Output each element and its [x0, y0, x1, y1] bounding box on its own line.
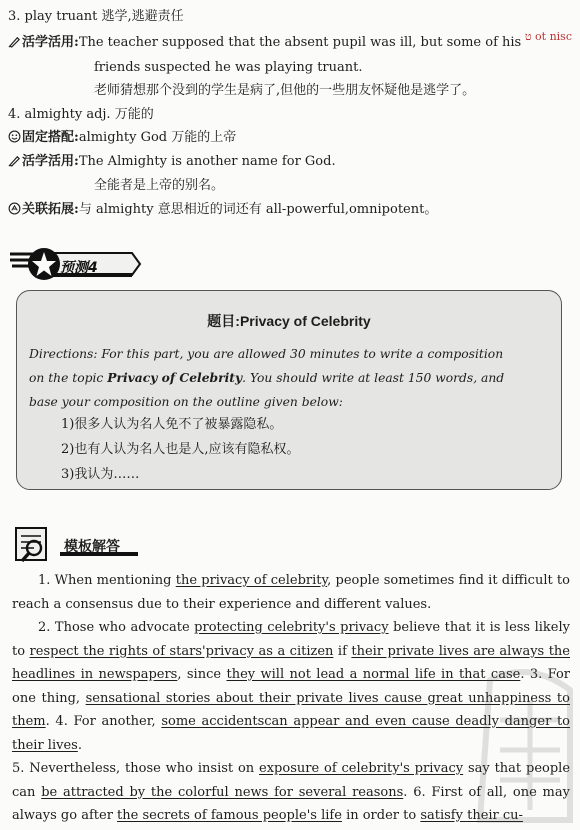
- usage-translation: 全能者是上帝的别名。: [94, 178, 225, 193]
- topic-box: [16, 290, 562, 490]
- outline-item: 3)我认为……: [61, 467, 140, 482]
- essay-paragraph-3: 5. Nevertheless, those who insist on exposure of celebrity's privacy say that people can be attracted by the colorful news for several reasons. 6. First of all, one may always go after the secrets of famous people's life in order to satisfy their cu-: [12, 761, 571, 823]
- usage-translation: 老师猜想那个没到的学生是病了,但他的一些朋友怀疑他是逃学了。: [94, 83, 476, 98]
- essay-paragraph-1: 1. When mentioning the privacy of celebrity, people sometimes find it difficult to reach a consensus due to their experience and different values.: [12, 573, 570, 612]
- usage-label: 活学活用:: [22, 35, 79, 50]
- key-phrase: protecting celebrity's privacy: [194, 620, 389, 635]
- outline-item: 2)也有人认为名人也是人,应该有隐私权。: [61, 442, 300, 457]
- fixed-label: 固定搭配:: [22, 130, 79, 145]
- key-phrase: respect the rights of stars'privacy as a citizen: [29, 643, 334, 659]
- key-phrase: be attracted by the colorful news for several reasons: [41, 784, 404, 800]
- vocab-item-3-usage: [8, 34, 521, 52]
- corner-text: ט ot nisc: [524, 30, 572, 43]
- usage-label: 活学活用:: [22, 154, 79, 169]
- vocab-item-4-usage: [8, 153, 336, 171]
- forecast-label: 预测4: [60, 260, 98, 276]
- key-phrase: their private lives are always the headlines in newspapers: [12, 643, 571, 682]
- key-phrase: the privacy of celebrity: [175, 573, 328, 588]
- key-phrase: satisfy their cu-: [420, 808, 523, 823]
- key-phrase: some accidentscan appear and even cause deadly danger to their lives: [12, 714, 570, 753]
- key-phrase: the secrets of famous people's life: [117, 808, 342, 823]
- usage-sentence: The Almighty is another name for God.: [78, 154, 336, 169]
- key-phrase: exposure of celebrity's privacy: [259, 761, 464, 776]
- essay-paragraph-2: 2. Those who advocate protecting celebrity's privacy believe that it is less likely to respect the rights of stars'privacy as a citizen if their private lives are always the headlines in newspapers, since they will not lead a normal life in that case. 3. For one thing, sensational stories about their private lives cause great unhappiness to them. 4. For another, some accidentscan appear and even cause deadly danger to their lives.: [12, 620, 571, 753]
- directions-line-1: Directions: For this part, you are allowed 30 minutes to write a composition: [29, 347, 504, 361]
- vocab-item-4-heading: 4. almighty adj. 万能的: [8, 107, 154, 122]
- pen-icon: [8, 154, 21, 167]
- pen-icon: [8, 35, 21, 48]
- directions-line-2: on the topic Privacy of Celebrity. You should write at least 150 words, and: [29, 370, 505, 385]
- smile-icon: [8, 130, 21, 143]
- watermark-seal: [470, 660, 580, 830]
- directions-line-3: base your composition on the outline given below:: [29, 395, 343, 409]
- vocab-item-3-heading: 3. play truant 逃学,逃避责任: [8, 9, 184, 24]
- link-circle-icon: [8, 202, 21, 215]
- related-text: 与 almighty 意思相近的词还有 all-powerful,omnipotent。: [78, 202, 438, 217]
- topic-name: Privacy of Celebrity: [107, 370, 243, 385]
- usage-sentence: The teacher supposed that the absent pupil was ill, but some of his: [78, 35, 522, 50]
- key-phrase: they will not lead a normal life in that case: [226, 667, 521, 682]
- key-phrase: sensational stories about their private lives cause great unhappiness to them: [12, 690, 570, 729]
- fixed-collocation: [8, 129, 236, 147]
- answer-label: 模板解答: [64, 539, 120, 555]
- outline-item: 1)很多人认为名人免不了被暴露隐私。: [61, 417, 283, 432]
- usage-sentence-continued: friends suspected he was playing truant.: [94, 60, 363, 75]
- related-expansion: [8, 201, 437, 219]
- topic-title: 题目:Privacy of Celebrity: [207, 313, 371, 329]
- fixed-text: almighty God 万能的上帝: [78, 130, 237, 145]
- related-label: 关联拓展:: [22, 202, 79, 217]
